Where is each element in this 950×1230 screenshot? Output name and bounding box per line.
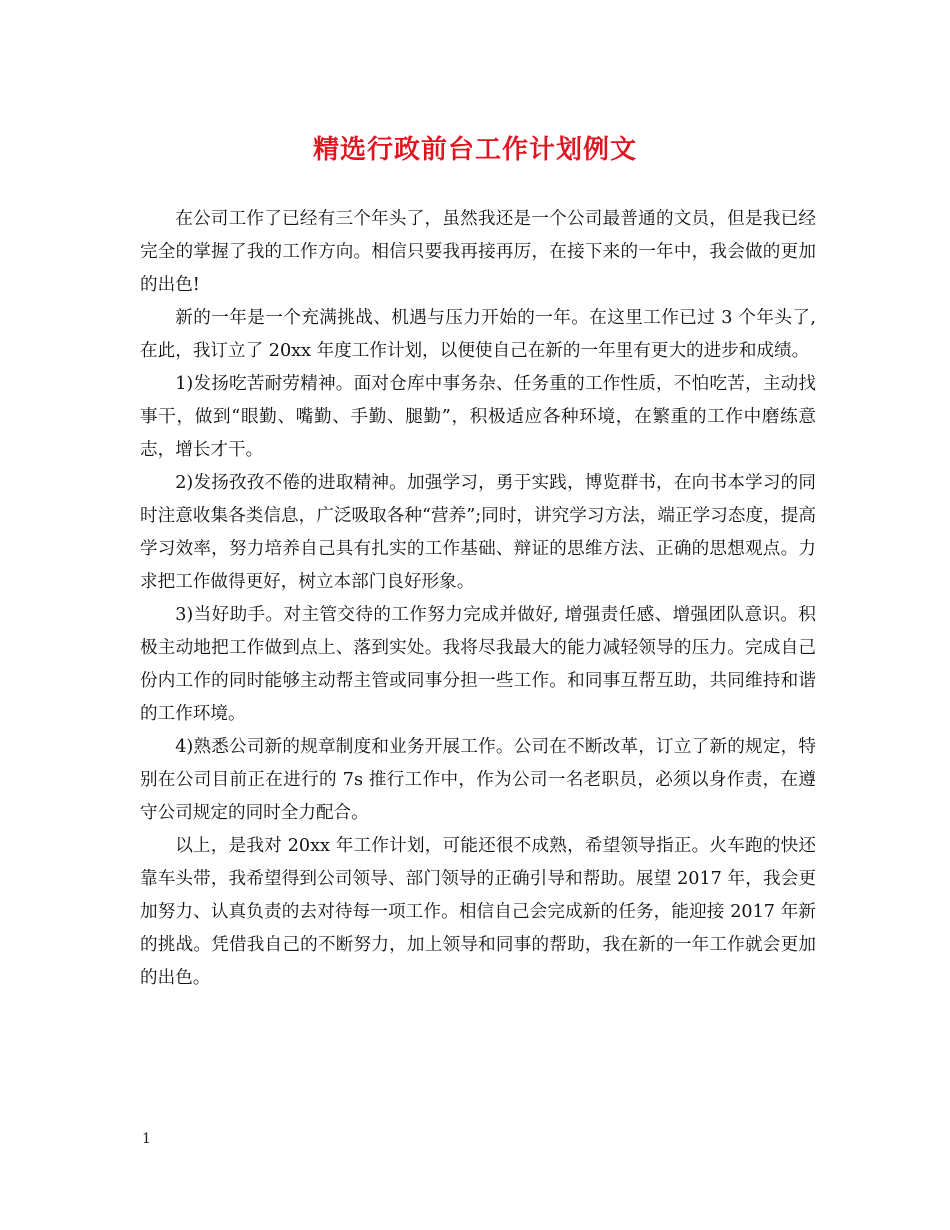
- paragraph-conclusion: 以上，是我对 20xx 年工作计划，可能还很不成熟，希望领导指正。火车跑的快还靠车头带，我希望得到公司领导、部门领导的正确引导和帮助。展望 2017 年，我会更加努力、认真负责的去对待每一项工作。相信自己会完成新的任务，能迎接 2017 年新的挑战。凭借我自己的不断努力，加上领导和同事的帮助，我在新的一年工作就会更加的出色。: [140, 836, 816, 988]
- paragraph-item-4: 4)熟悉公司新的规章制度和业务开展工作。公司在不断改革，订立了新的规定，特别在公司目前正在进行的 7s 推行工作中，作为公司一名老职员，必须以身作责，在遵守公司规定的同时全力配合。: [140, 737, 816, 823]
- page-title: 精选行政前台工作计划例文: [312, 135, 637, 165]
- paragraph-item-2: 2)发扬孜孜不倦的进取精神。加强学习，勇于实践，博览群书，在向书本学习的同时注意收集各类信息，广泛吸取各种“营养”;同时，讲究学习方法，端正学习态度，提高学习效率，努力培养自己具有扎实的工作基础、辩证的思维方法、正确的思想观点。力求把工作做得更好，树立本部门良好形象。: [140, 473, 816, 592]
- document-body: [140, 203, 816, 995]
- paragraph-item-3: 3)当好助手。对主管交待的工作努力完成并做好, 增强责任感、增强团队意识。积极主动地把工作做到点上、落到实处。我将尽我最大的能力减轻领导的压力。完成自己份内工作的同时能够主动帮主管或同事分担一些工作。和同事互帮互助，共同维持和谐的工作环境。: [140, 605, 816, 724]
- paragraph-item-1: 1)发扬吃苦耐劳精神。面对仓库中事务杂、任务重的工作性质，不怕吃苦，主动找事干，做到“眼勤、嘴勤、手勤、腿勤”，积极适应各种环境，在繁重的工作中磨练意志，增长才干。: [140, 374, 816, 460]
- page-number: 1: [142, 1131, 151, 1147]
- paragraph-new-year: 新的一年是一个充满挑战、机遇与压力开始的一年。在这里工作已过 3 个年头了,在此，我订立了 20xx 年度工作计划，以便使自己在新的一年里有更大的进步和成绩。: [140, 308, 816, 361]
- paragraph-intro: 在公司工作了已经有三个年头了，虽然我还是一个公司最普通的文员，但是我已经完全的掌握了我的工作方向。相信只要我再接再厉，在接下来的一年中，我会做的更加的出色!: [140, 209, 816, 295]
